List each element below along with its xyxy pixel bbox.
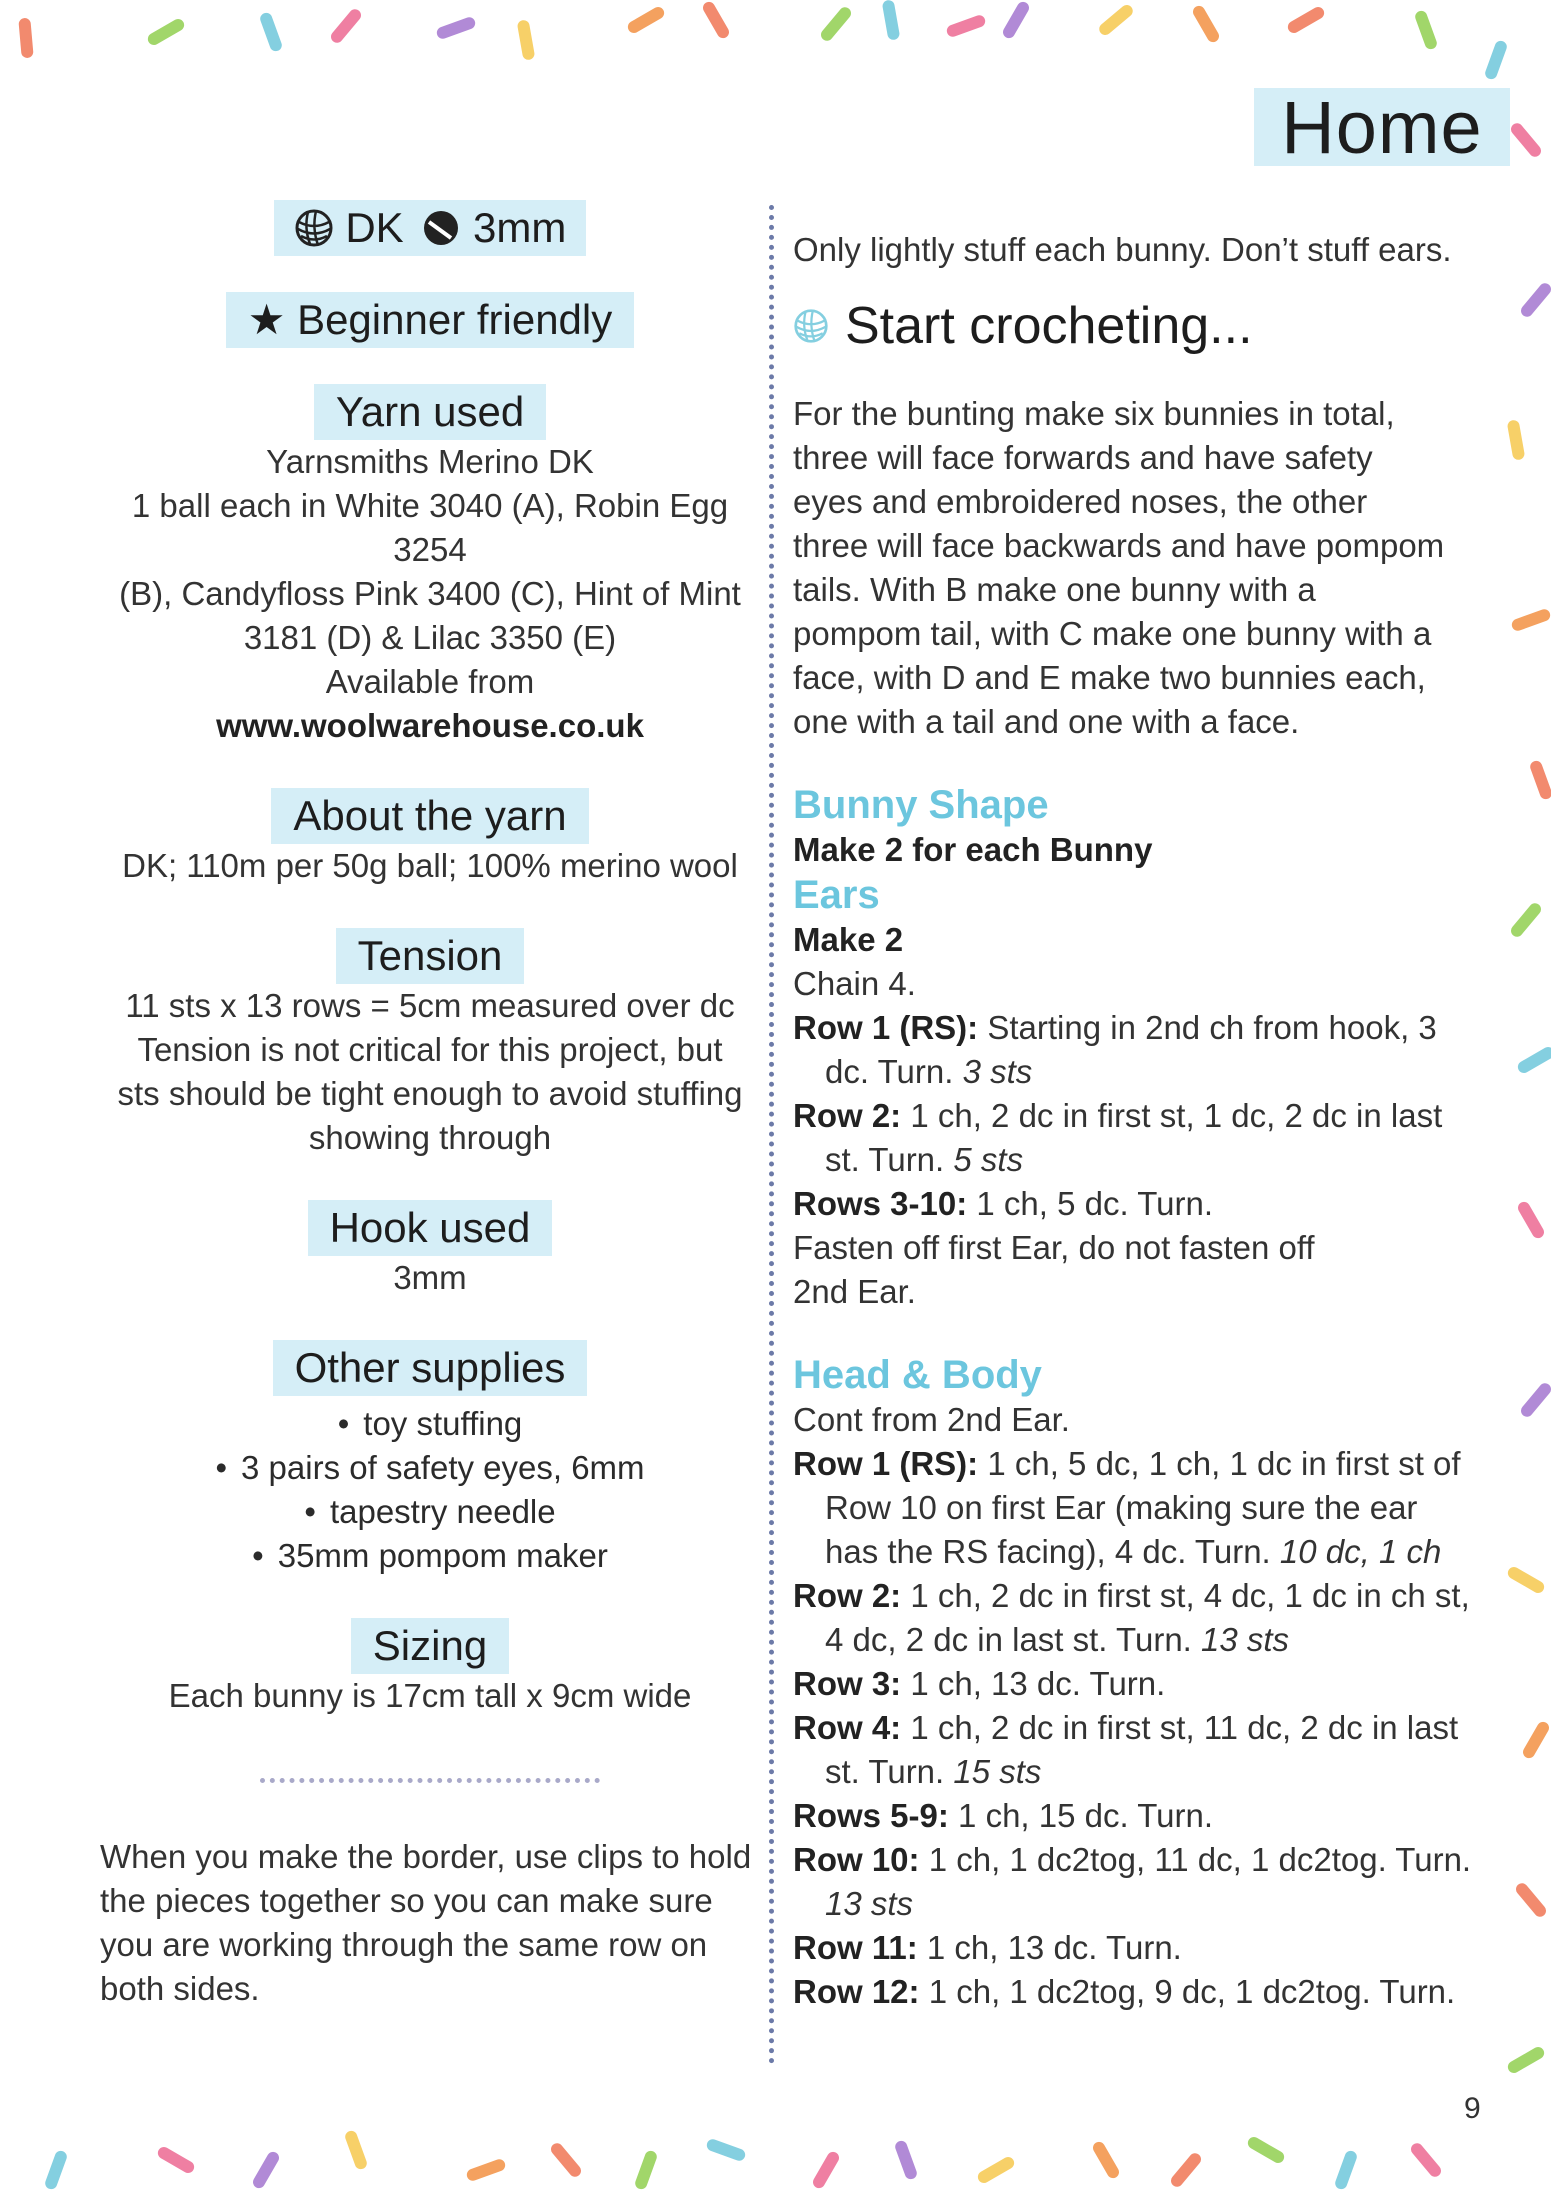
row-text: 1 ch, 2 dc in first st, 4 dc, 1 dc in ch st, 4 dc, 2 dc in last st. Turn.: [825, 1577, 1470, 1658]
sprinkle: [701, 0, 731, 40]
intro-line: eyes and embroidered noses, the other: [793, 483, 1368, 520]
head-body-rows: [793, 1442, 1473, 2014]
tension-line: showing through: [308, 1119, 552, 1156]
ears-chain: Chain 4.: [793, 965, 916, 1002]
star-icon: ★: [247, 296, 286, 343]
start-heading: [793, 296, 1473, 356]
sprinkle: [1529, 759, 1551, 801]
sprinkle: [251, 2150, 281, 2191]
sprinkle: [1509, 901, 1544, 939]
hook-size: 3mm: [473, 204, 567, 251]
sprinkle: [329, 7, 364, 45]
sprinkle: [146, 17, 187, 47]
row-text: 1 ch, 1 dc2tog, 11 dc, 1 dc2tog. Turn.: [919, 1841, 1472, 1878]
row-label: Rows 3-10:: [793, 1185, 968, 1222]
yarn-ball-icon: [294, 208, 334, 248]
row-label: Row 2:: [793, 1097, 902, 1134]
tip-line: both sides.: [100, 1970, 260, 2007]
tension-line: Tension is not critical for this project, but: [137, 1031, 723, 1068]
difficulty-badge: [226, 292, 635, 348]
pattern-row: [793, 1442, 1473, 1574]
start-heading-text: Start crocheting...: [845, 297, 1253, 355]
sprinkle: [517, 19, 536, 60]
row-text: 1 ch, 1 dc2tog, 9 dc, 1 dc2tog. Turn.: [919, 1973, 1456, 2010]
supply-item: • tapestry needle: [100, 1490, 760, 1534]
section-banner-text: Home: [1281, 85, 1483, 169]
fasten-note: [793, 1226, 1473, 1314]
intro-line: pompom tail, with C make one bunny with a: [793, 615, 1432, 652]
sprinkle: [44, 2149, 69, 2191]
dotted-divider: [260, 1778, 600, 1783]
sprinkle: [626, 5, 667, 35]
supply-item: • 3 pairs of safety eyes, 6mm: [100, 1446, 760, 1490]
row-label: Row 2:: [793, 1577, 902, 1614]
sprinkle: [945, 14, 987, 39]
yarn-ball-icon: [793, 308, 829, 344]
sprinkle: [882, 0, 901, 41]
bunny-shape-sub: Make 2 for each Bunny: [793, 831, 1153, 868]
stitch-count: 5 sts: [953, 1141, 1024, 1178]
sprinkle: [1091, 2140, 1121, 2181]
page-number: 9: [1464, 2092, 1481, 2125]
sprinkle: [465, 2158, 507, 2183]
head-body-heading: Head & Body: [793, 1353, 1042, 1397]
pattern-row: [793, 1970, 1473, 2014]
sprinkle: [819, 5, 854, 43]
sprinkle: [1516, 1200, 1546, 1241]
sprinkle: [1097, 3, 1135, 38]
sprinkle: [1246, 2135, 1287, 2165]
sprinkle: [549, 2141, 584, 2179]
stitch-count: 15 sts: [953, 1753, 1042, 1790]
pattern-row: [793, 1794, 1473, 1838]
intro-line: tails. With B make one bunny with a: [793, 571, 1316, 608]
pattern-row: [793, 1182, 1473, 1226]
about-yarn-text: DK; 110m per 50g ball; 100% merino wool: [122, 847, 738, 884]
sprinkle: [634, 2149, 659, 2191]
row-text: 1 ch, 2 dc in first st, 1 dc, 2 dc in last st. Turn.: [825, 1097, 1443, 1178]
row-text: 1 ch, 15 dc. Turn.: [948, 1797, 1214, 1834]
yarn-line: 3181 (D) & Lilac 3350 (E): [243, 619, 617, 656]
tip-line: When you make the border, use clips to hold: [100, 1838, 752, 1875]
sprinkle: [1519, 281, 1551, 319]
sprinkle: [705, 2138, 747, 2163]
intro-line: three will face forwards and have safety: [793, 439, 1373, 476]
sprinkle: [1001, 0, 1031, 40]
row-text: 1 ch, 5 dc, 1 ch, 1 dc in first st of Row 10 on first Ear (making sure the ear has the RS facing), 4 dc. Turn.: [825, 1445, 1461, 1570]
pattern-row: [793, 1662, 1473, 1706]
pattern-row: [793, 1006, 1473, 1094]
row-label: Row 3:: [793, 1665, 902, 1702]
border-tip: [100, 1835, 760, 2011]
pattern-row: [793, 1706, 1473, 1794]
supplies-list: [100, 1402, 760, 1578]
sprinkle: [1286, 5, 1327, 35]
spec-badge: [274, 200, 587, 256]
sizing-text: Each bunny is 17cm tall x 9cm wide: [168, 1677, 692, 1714]
sprinkle: [976, 2155, 1017, 2185]
sprinkle: [1516, 1045, 1551, 1075]
tension-heading: Tension: [336, 928, 525, 984]
fasten-line: 2nd Ear.: [793, 1273, 916, 1310]
hook-icon: [421, 208, 461, 248]
yarn-used-text: [100, 440, 760, 704]
ears-sub: Make 2: [793, 921, 904, 958]
row-text: 1 ch, 13 dc. Turn.: [901, 1665, 1166, 1702]
difficulty-label: Beginner friendly: [297, 296, 613, 343]
yarn-line: Yarnsmiths Merino DK: [266, 443, 594, 480]
stitch-count: 3 sts: [962, 1053, 1033, 1090]
sprinkle: [1506, 2045, 1547, 2075]
yarn-weight: DK: [345, 204, 404, 251]
sprinkle: [435, 16, 477, 41]
row-text: 1 ch, 13 dc. Turn.: [917, 1929, 1182, 1966]
sprinkle: [1191, 4, 1221, 45]
row-label: Row 1 (RS):: [793, 1009, 979, 1046]
hook-used-text: 3mm: [393, 1259, 467, 1296]
stitch-count: 13 sts: [1201, 1621, 1290, 1658]
sprinkle: [156, 2145, 197, 2175]
row-label: Row 11:: [793, 1929, 918, 1966]
sprinkle: [1519, 1381, 1551, 1419]
bunny-shape-heading: Bunny Shape: [793, 783, 1049, 827]
row-text: 1 ch, 5 dc. Turn.: [967, 1185, 1214, 1222]
sprinkle: [1514, 1881, 1549, 1919]
row-text: Starting in 2nd ch from hook, 3 dc. Turn.: [825, 1009, 1437, 1090]
sprinkle: [1521, 1720, 1551, 1761]
sprinkle: [1414, 9, 1439, 51]
sprinkle: [811, 2150, 841, 2191]
pattern-row: [793, 1574, 1473, 1662]
sprinkle: [1409, 2141, 1444, 2179]
sprinkle: [1484, 39, 1509, 81]
sprinkle: [894, 2139, 919, 2181]
intro-line: three will face backwards and have pompom: [793, 527, 1445, 564]
yarn-line: 1 ball each in White 3040 (A), Robin Egg 3254: [131, 487, 729, 568]
head-body-cont: Cont from 2nd Ear.: [793, 1401, 1070, 1438]
stuffing-note: Only lightly stuff each bunny. Don’t stuff ears.: [793, 231, 1452, 268]
sprinkle: [1507, 419, 1526, 460]
sprinkle: [18, 18, 33, 59]
intro-text: [793, 392, 1473, 744]
stitch-count: 13 sts: [825, 1885, 914, 1922]
yarn-line: Available from: [325, 663, 535, 700]
intro-line: face, with D and E make two bunnies each,: [793, 659, 1426, 696]
intro-line: For the bunting make six bunnies in total,: [793, 395, 1395, 432]
tension-text: [100, 984, 760, 1160]
fasten-line: Fasten off first Ear, do not fasten off: [793, 1229, 1315, 1266]
instructions-column: [793, 228, 1473, 2014]
column-divider: [769, 205, 774, 2065]
sprinkle: [344, 2129, 369, 2171]
sprinkle: [1509, 121, 1544, 159]
tip-line: the pieces together so you can make sure: [100, 1882, 713, 1919]
materials-column: [100, 200, 760, 2011]
row-label: Rows 5-9:: [793, 1797, 949, 1834]
tip-line: you are working through the same row on: [100, 1926, 708, 1963]
hook-used-heading: Hook used: [308, 1200, 553, 1256]
tension-line: 11 sts x 13 rows = 5cm measured over dc: [125, 987, 735, 1024]
yarn-supplier-url: www.woolwarehouse.co.uk: [216, 707, 644, 744]
yarn-used-heading: Yarn used: [314, 384, 546, 440]
about-yarn-heading: About the yarn: [271, 788, 588, 844]
sizing-heading: Sizing: [351, 1618, 509, 1674]
row-label: Row 12:: [793, 1973, 920, 2010]
intro-line: one with a tail and one with a face.: [793, 703, 1300, 740]
pattern-row: [793, 1838, 1473, 1926]
pattern-row: [793, 1926, 1473, 1970]
yarn-line: (B), Candyfloss Pink 3400 (C), Hint of Mint: [119, 575, 741, 612]
row-label: Row 10:: [793, 1841, 920, 1878]
row-text: 1 ch, 2 dc in first st, 11 dc, 2 dc in last st. Turn.: [825, 1709, 1459, 1790]
sprinkle: [259, 11, 284, 53]
pattern-row: [793, 1094, 1473, 1182]
sprinkle: [1510, 608, 1551, 633]
sprinkle: [1169, 2151, 1204, 2189]
row-label: Row 1 (RS):: [793, 1445, 979, 1482]
sprinkle: [1506, 1565, 1547, 1595]
supply-item: • 35mm pompom maker: [100, 1534, 760, 1578]
tension-line: sts should be tight enough to avoid stuffing: [117, 1075, 743, 1112]
section-banner: [1254, 85, 1510, 169]
row-label: Row 4:: [793, 1709, 902, 1746]
ears-heading: Ears: [793, 873, 880, 917]
sprinkle: [1334, 2149, 1359, 2191]
other-supplies-heading: Other supplies: [273, 1340, 588, 1396]
stitch-count: 10 dc, 1 ch: [1279, 1533, 1442, 1570]
supply-item: • toy stuffing: [100, 1402, 760, 1446]
ears-rows: [793, 1006, 1473, 1226]
